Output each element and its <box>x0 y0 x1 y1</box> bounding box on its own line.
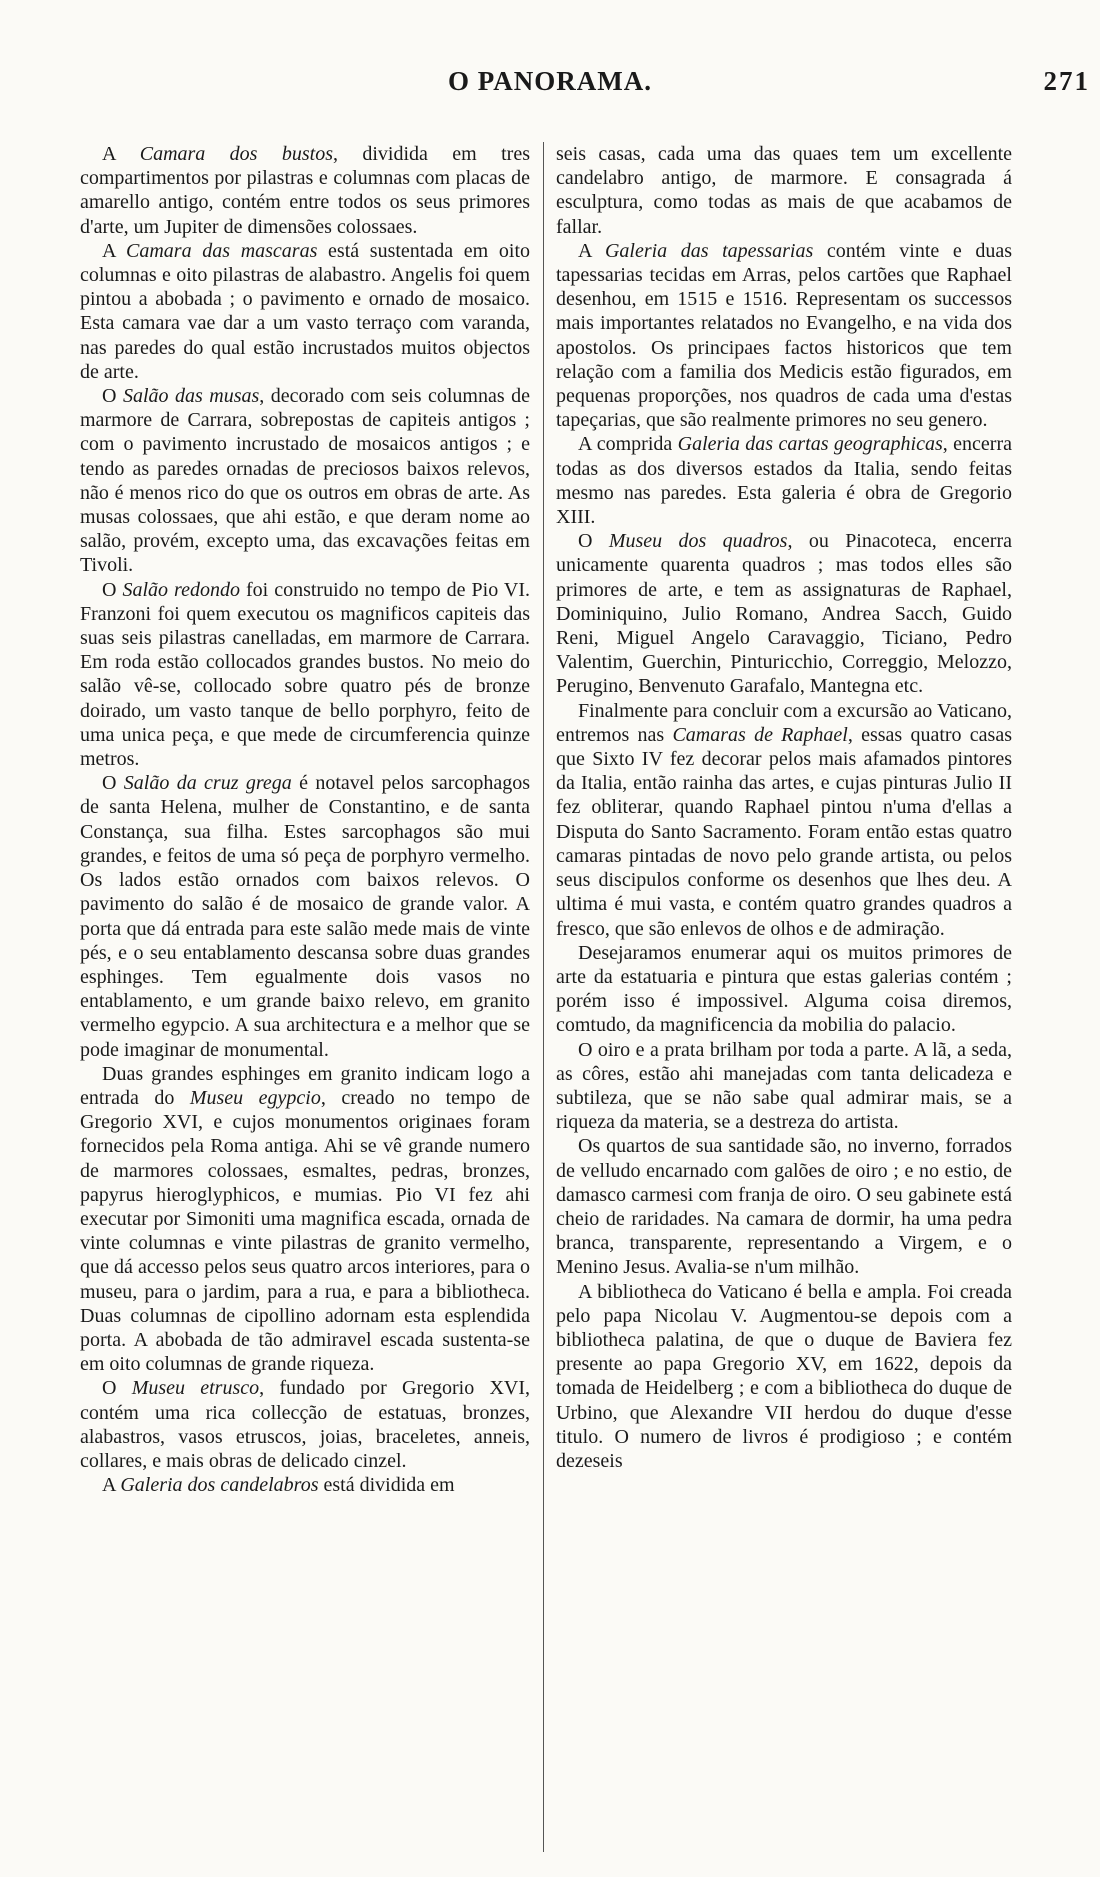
paragraph <box>556 239 1012 433</box>
paragraph-text: seis casas, cada uma das quaes tem um excellente candelabro antigo, de marmore. E consagrada á esculptura, como todas as mais de que acabamos de fallar. <box>556 143 1012 238</box>
left-column <box>80 142 530 1852</box>
paragraph-text: está dividida em <box>318 1474 455 1497</box>
paragraph-text: A <box>102 239 127 262</box>
paragraph <box>80 384 530 578</box>
paragraph <box>556 1134 1012 1279</box>
paragraph-text: A <box>102 1474 121 1497</box>
paragraph <box>556 1280 1012 1474</box>
paragraph <box>80 1376 530 1473</box>
italic-heading: Museu etrusco <box>131 1377 260 1400</box>
paragraph-text: é notavel pelos sarcophagos de santa Helena, mulher de Constantino, e de santa Constança, sua filha. Estes sarcophagos são mui grandes, e feitos de uma só peça de porphyro vermelho. Os lados estão ornados com baixos relevos. O pavimento do salão é de mosaico de grande valor. A porta que dá entrada para este salão mede mais de vinte pés, e o seu entablamento descansa sobre duas grandes esphinges. Tem egualmente dois vasos no entablamento, e um grande baixo relevo, em granito vermelho egypcio. A sua architectura e a melhor que se pode imaginar de monumental. <box>80 772 530 1061</box>
paragraph <box>556 699 1012 941</box>
paragraph <box>556 941 1012 1038</box>
paragraph-text: Finalmente para concluir com a excursão ao Vaticano, entremos nas <box>556 699 1012 746</box>
paragraph-text: O <box>102 772 124 795</box>
paragraph-text: , ou Pinacoteca, encerra unicamente quarenta quadros ; mas todos elles são primores de arte, e tem as assignaturas de Raphael, Dominiquino, Julio Romano, Andrea Sacch, Guido Reni, Miguel Angelo Caravaggio, Ticiano, Pedro Valentim, Guerchin, Pinturicchio, Correggio, Melozzo, Perugino, Benvenuto Garafalo, Mantegna etc. <box>556 530 1012 698</box>
paragraph-text: , essas quatro casas que Sixto IV fez decorar pelos mais afamados pintores da Italia, então rainha das artes, e cujas pinturas Julio II fez obliterar, quando Raphael pintou n'uma d'ellas a Disputa do Santo Sacramento. Foram então estas quatro camaras pintadas de novo pelo grande artista, ou pelos seus discipulos conforme os desenhos que lhes deu. A ultima é mui vasta, e contém quatro grandes quadros a fresco, que são enlevos de olhos e de admiração. <box>556 723 1012 940</box>
paragraph <box>80 1062 530 1377</box>
paragraph <box>556 529 1012 698</box>
paragraph-text: , encerra todas as dos diversos estados da Italia, sendo feitas mesmo nas paredes. Esta galeria é obra de Gregorio XIII. <box>556 433 1012 529</box>
running-title: O PANORAMA. <box>448 66 652 96</box>
paragraph <box>80 771 530 1061</box>
paragraph-text: O <box>102 1377 132 1400</box>
paragraph-text: O <box>578 530 609 553</box>
paragraph <box>80 142 530 239</box>
italic-heading: Camaras de Raphael <box>672 723 848 746</box>
paragraph-text: Duas grandes esphinges em granito indicam logo a entrada do <box>80 1062 530 1109</box>
paragraph-text: A <box>102 143 140 165</box>
italic-heading: Camara das mascaras <box>126 239 318 262</box>
paragraph <box>80 578 530 772</box>
paragraph <box>80 1473 530 1497</box>
paragraph-text: foi construido no tempo de Pio VI. Franzoni foi quem executou os magnificos capiteis das suas seis pilastras canelladas, em marmore de Carrara. Em roda estão collocados grandes bustos. No meio do salão vê-se, collocado sobre quatro pés de bronze doirado, um vasto tanque de bello porphyro, feito de uma unica peça, e que mede de circumferencia quinze metros. <box>80 578 530 771</box>
paragraph-text: Desejaramos enumerar aqui os muitos primores de arte da estatuaria e pintura que estas galerias contém ; porém isso é impossivel. Alguma coisa diremos, comtudo, da magnificencia da mobilia do palacio. <box>556 941 1012 1037</box>
paragraph-text: está sustentada em oito columnas e oito pilastras de alabastro. Angelis foi quem pintou a abobada ; o pavimento e ornado de mosaico. Esta camara vae dar a um vasto terraço com varanda, nas paredes do qual estão incrustados muitos objectos de arte. <box>80 239 530 383</box>
paragraph-text: O oiro e a prata brilham por toda a parte. A lã, a seda, as côres, estão ahi manejadas com tanta delicadeza e subtileza, que se não sabe qual admirar mais, se a riqueza da materia, se a destreza do artista. <box>556 1038 1012 1134</box>
running-head <box>0 66 1100 100</box>
paragraph-text: O <box>102 578 123 601</box>
paragraph <box>556 432 1012 529</box>
paragraph <box>556 142 1012 239</box>
italic-heading: Galeria das tapessarias <box>604 239 814 262</box>
right-column <box>556 142 1012 1852</box>
italic-heading: Camara dos bustos <box>139 143 333 165</box>
paragraph-text: , fundado por Gregorio XVI, contém uma rica collecção de estatuas, bronzes, alabastros, vasos etruscos, joias, braceletes, anneis, collares, e mais obras de delicado cinzel. <box>80 1377 530 1472</box>
paragraph-text: , decorado com seis columnas de marmore de Carrara, sobrepostas de capiteis antigos ; com o pavimento incrustado de mosaicos antigos ; e tendo as paredes ornadas de preciosos baixos relevos, não é menos rico do que os outros em obras de arte. As musas colossaes, que ahi estão, e que deram nome ao salão, provém, excepto uma, das excavações feitas em Tivoli. <box>80 385 530 577</box>
paragraph-text: Os quartos de sua santidade são, no inverno, forrados de velludo encarnado com galões de oiro ; e no estio, de damasco carmesi com franja de oiro. O seu gabinete está cheio de raridades. Na camara de dormir, ha uma pedra branca, transparente, representando a Virgem, e o Menino Jesus. Avalia-se n'um milhão. <box>556 1135 1012 1279</box>
page-number: 271 <box>1043 66 1090 96</box>
paragraph-text: , creado no tempo de Gregorio XVI, e cujos monumentos originaes foram fornecidos pela Roma antiga. Ahi se vê grande numero de marmores colossaes, esmaltes, pedras, bronzes, papyrus hieroglyphicos, e mumias. Pio VI fez ahi executar por Simoniti uma magnifica escada, ornada de vinte columnas e vinte pilastras de granito vermelho, que dá accesso pelos seus quatro arcos interiores, para o museu, para o jardim, para a rua, e para a bibliotheca. Duas columnas de cipollino adornam esta esplendida porta. A abobada de tão admiravel escada sustenta-se em oito columnas de grande riqueza. <box>80 1086 530 1376</box>
italic-heading: Salão das musas <box>122 385 260 408</box>
italic-heading: Salão redondo <box>122 578 240 601</box>
italic-heading: Museu dos quadros <box>608 530 788 553</box>
paragraph-text: O <box>102 385 123 408</box>
paragraph-text: A comprida <box>578 433 678 456</box>
paragraph <box>80 239 530 384</box>
paragraph-text: , dividida em tres compartimentos por pilastras e columnas com placas de amarello antigo, contém entre todos os seus primores d'arte, um Jupiter de dimensões colossaes. <box>80 143 530 238</box>
paragraph-text: A bibliotheca do Vaticano é bella e ampla. Foi creada pelo papa Nicolau V. Augmentou-se depois com a bibliotheca palatina, de que o duque de Baviera fez presente ao papa Gregorio XV, em 1622, depois da tomada de Heidelberg ; e com a bibliotheca do duque de Urbino, que Alexandre VII herdou do duque d'esse titulo. O numero de livros é prodigioso ; e contém dezeseis <box>556 1280 1012 1472</box>
italic-heading: Galeria dos candelabros <box>120 1474 319 1497</box>
paragraph-text: A <box>578 239 605 262</box>
italic-heading: Salão da cruz grega <box>123 772 292 795</box>
paragraph-text: contém vinte e duas tapessarias tecidas em Arras, pelos cartões que Raphael desenhou, em 1515 e 1516. Representam os successos mais importantes relatados no Evangelho, e na vida dos apostolos. Os principaes factos historicos que tem relação com a familia dos Medicis estão figurados, em pequenas proporções, nos quadros de cada uma d'estas tapeçarias, que são realmente primores no seu genero. <box>556 239 1012 432</box>
paragraph <box>556 1038 1012 1135</box>
column-divider <box>543 142 544 1852</box>
italic-heading: Galeria das cartas geographicas <box>677 433 943 456</box>
italic-heading: Museu egypcio <box>189 1086 321 1109</box>
